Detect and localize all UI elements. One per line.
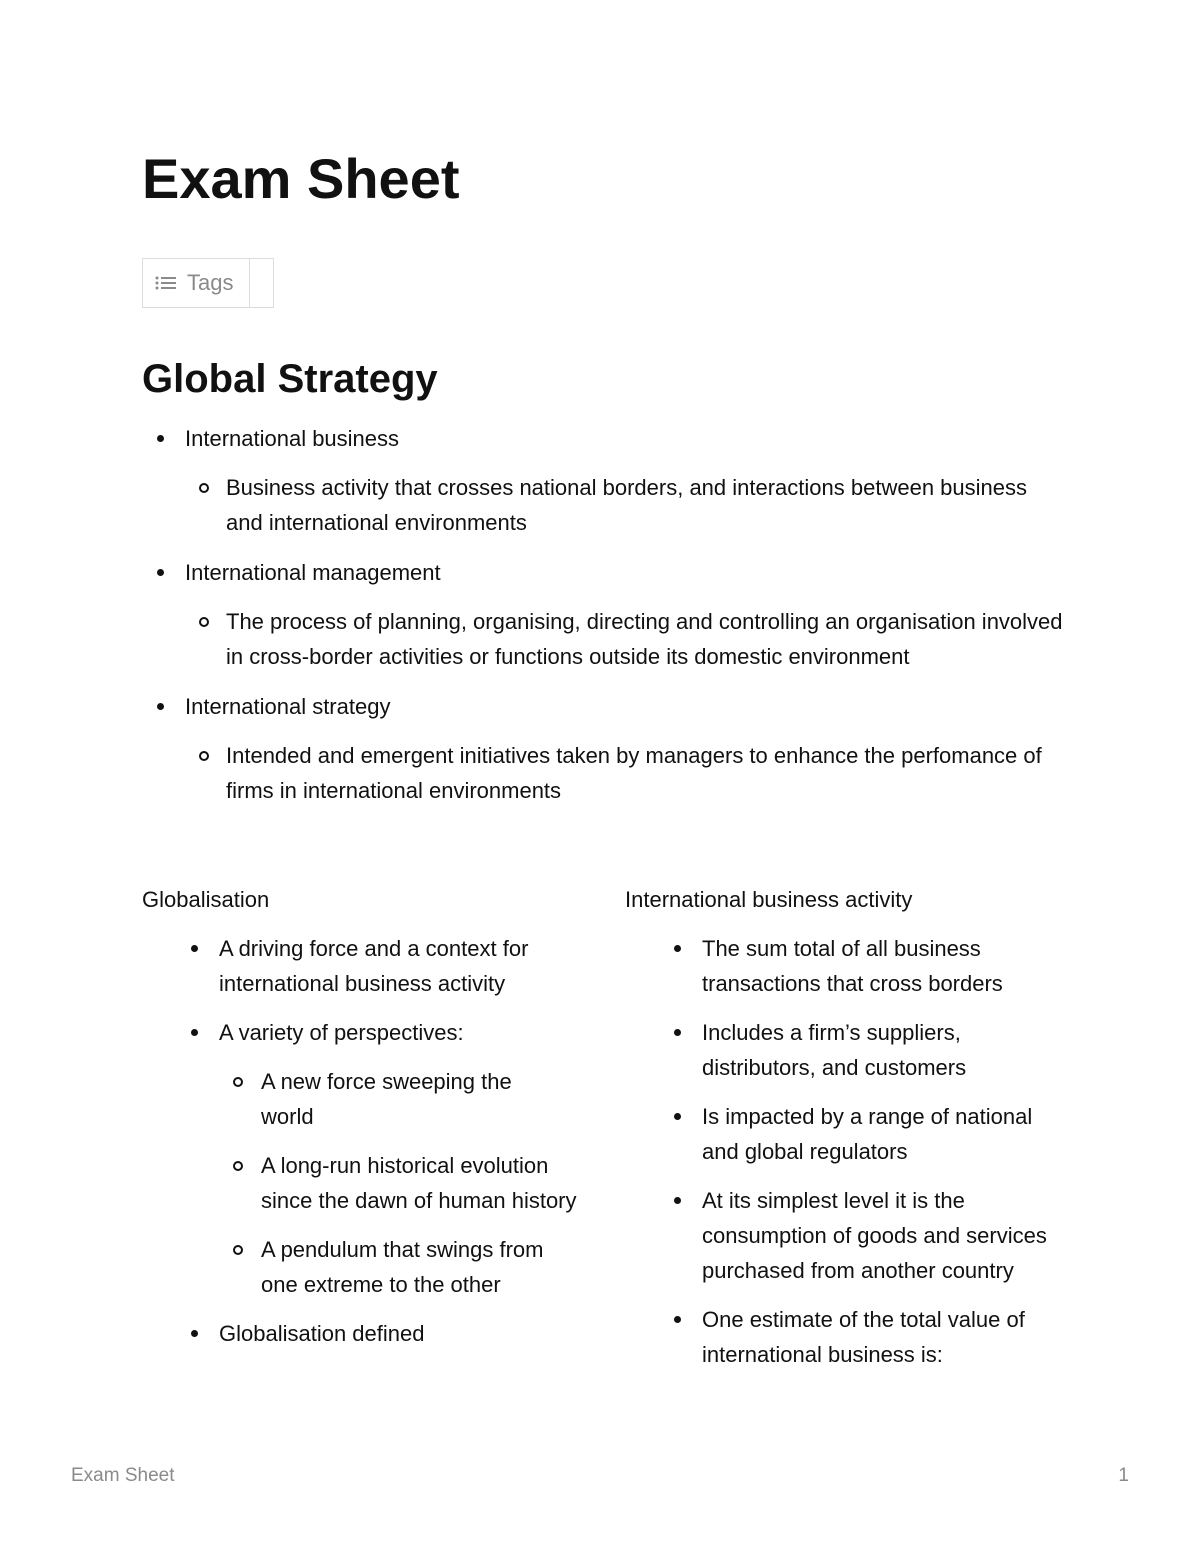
page-title: Exam Sheet (142, 147, 460, 210)
sub-list (185, 738, 1065, 808)
sub-list (185, 604, 1065, 674)
sub-list (219, 1064, 582, 1302)
list-item-text: A variety of perspectives: (219, 1020, 464, 1045)
sub-list-item (261, 1232, 582, 1302)
list-icon (155, 275, 177, 291)
bullet-icon (191, 945, 198, 952)
tags-value-cell[interactable] (250, 259, 273, 307)
sub-list-item-text: A new force sweeping the world (261, 1069, 512, 1129)
sub-list-item (261, 1064, 582, 1134)
globalisation-column (142, 882, 582, 1365)
bullet-icon (674, 1197, 681, 1204)
bullet-icon (157, 569, 164, 576)
sub-list-item-text: A pendulum that swings from one extreme to the other (261, 1237, 544, 1297)
column-heading: International business activity (625, 887, 913, 912)
list-item-text: A driving force and a context for international business activity (219, 936, 529, 996)
tags-property-label[interactable] (143, 259, 250, 307)
list-item (625, 1302, 1065, 1372)
sub-list-item-text: A long-run historical evolution since the dawn of human history (261, 1153, 577, 1213)
list-item-label: International management (185, 560, 441, 585)
bullet-icon (674, 1113, 681, 1120)
hollow-bullet-icon (199, 617, 209, 627)
globalisation-list (142, 931, 582, 1351)
tags-label: Tags (187, 270, 234, 295)
list-item (142, 1015, 582, 1302)
hollow-bullet-icon (199, 483, 209, 493)
bullet-icon (674, 945, 681, 952)
international-business-activity-column (625, 882, 1065, 1386)
list-item (185, 421, 1065, 540)
list-item (142, 1316, 582, 1351)
global-strategy-list (185, 421, 1065, 823)
column-heading: Globalisation (142, 887, 270, 912)
list-item (625, 1183, 1065, 1288)
hollow-bullet-icon (199, 751, 209, 761)
international-business-activity-list (625, 931, 1065, 1372)
bullet-icon (157, 703, 164, 710)
sub-list-item-text: Intended and emergent initiatives taken by managers to enhance the perfomance of firms in international environments (226, 743, 1042, 803)
sub-list (185, 470, 1065, 540)
page-number: 1 (1118, 1465, 1129, 1486)
section-heading: Global Strategy (142, 357, 438, 401)
hollow-bullet-icon (233, 1245, 243, 1255)
sub-list-item (226, 738, 1065, 808)
list-item (142, 931, 582, 1001)
hollow-bullet-icon (233, 1161, 243, 1171)
hollow-bullet-icon (233, 1077, 243, 1087)
bullet-icon (674, 1316, 681, 1323)
sub-list-item (226, 604, 1065, 674)
bullet-icon (191, 1330, 198, 1337)
tags-property[interactable] (142, 258, 274, 308)
sub-list-item-text: Business activity that crosses national borders, and interactions between business and international environments (226, 475, 1027, 535)
footer-title: Exam Sheet (71, 1465, 175, 1486)
bullet-icon (191, 1029, 198, 1036)
list-item (625, 1015, 1065, 1085)
list-item-text: The sum total of all business transactions that cross borders (702, 936, 1003, 996)
sub-list-item-text: The process of planning, organising, directing and controlling an organisation involved in cross-border activities or functions outside its domestic environment (226, 609, 1063, 669)
list-item (625, 1099, 1065, 1169)
list-item (625, 931, 1065, 1001)
sub-list-item (226, 470, 1065, 540)
sub-list-item (261, 1148, 582, 1218)
list-item-text: Is impacted by a range of national and global regulators (702, 1104, 1033, 1164)
list-item (185, 555, 1065, 674)
list-item-text: At its simplest level it is the consumption of goods and services purchased from another country (702, 1188, 1047, 1283)
bullet-icon (157, 435, 164, 442)
list-item (185, 689, 1065, 808)
list-item-label: International strategy (185, 694, 391, 719)
list-item-text: Globalisation defined (219, 1321, 425, 1346)
list-item-text: One estimate of the total value of international business is: (702, 1307, 1025, 1367)
list-item-label: International business (185, 426, 400, 451)
bullet-icon (674, 1029, 681, 1036)
list-item-text: Includes a firm’s suppliers, distributors, and customers (702, 1020, 967, 1080)
